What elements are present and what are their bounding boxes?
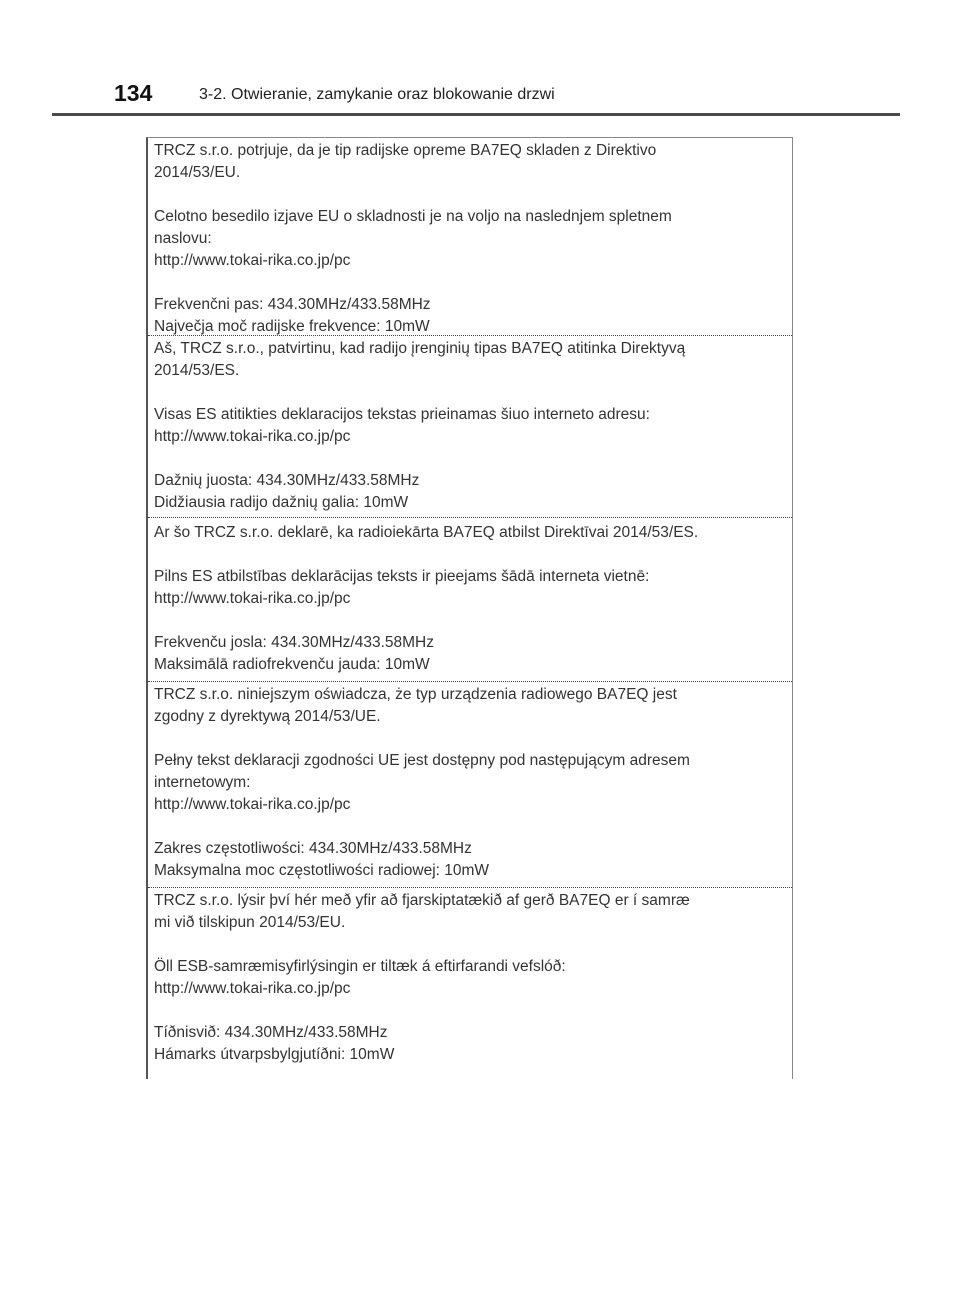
availability-line: internetowym: [154,774,251,791]
max-power: Maksymalna moc częstotliwości radiowej: 10mW [154,862,490,879]
max-power: Hámarks útvarpsbylgjutíðni: 10mW [154,1046,395,1063]
frequency-band: Zakres częstotliwości: 434.30MHz/433.58MHz [154,840,472,857]
statement-line: TRCZ s.r.o. lýsir því hér með yfir að fjarskiptatækið af gerð BA7EQ er í samræ [154,892,690,909]
page-number: 134 [114,80,153,106]
frequency-band: Tíðnisvið: 434.30MHz/433.58MHz [154,1024,388,1041]
statement-line: mi við tilskipun 2014/53/EU. [154,914,346,931]
availability-line: Visas ES atitikties deklaracijos tekstas prieinamas šiuo interneto adresu: [154,406,650,423]
frequency-band: Frekvenču josla: 434.30MHz/433.58MHz [154,634,434,651]
section-title: 3-2. Otwieranie, zamykanie oraz blokowanie drzwi [199,86,555,103]
header-rule [52,113,900,116]
availability-line: Pełny tekst deklaracji zgodności UE jest dostępny pod następującym adresem [154,752,690,769]
declaration-url: http://www.tokai-rika.co.jp/pc [154,980,351,997]
statement-line: 2014/53/EU. [154,164,241,181]
max-power: Največja moč radijske frekvence: 10mW [154,318,430,335]
declaration-url: http://www.tokai-rika.co.jp/pc [154,590,351,607]
declaration-url: http://www.tokai-rika.co.jp/pc [154,796,351,813]
frequency-band: Dažnių juosta: 434.30MHz/433.58MHz [154,472,420,489]
statement-line: Aš, TRCZ s.r.o., patvirtinu, kad radijo įrenginių tipas BA7EQ atitinka Direktyvą [154,340,686,357]
declaration-lithuanian [148,338,792,518]
availability-line: Öll ESB-samræmisyfirlýsingin er tiltæk á eftirfarandi vefslóð: [154,958,566,975]
availability-line: naslovu: [154,230,212,247]
declaration-icelandic [148,890,792,1075]
declaration-latvian [148,522,792,682]
max-power: Didžiausia radijo dažnių galia: 10mW [154,494,409,511]
availability-line: Pilns ES atbilstības deklarācijas teksts ir pieejams šādā interneta vietnē: [154,568,650,585]
statement-line: Ar šo TRCZ s.r.o. deklarē, ka radioiekārta BA7EQ atbilst Direktīvai 2014/53/ES. [154,524,699,541]
declaration-url: http://www.tokai-rika.co.jp/pc [154,428,351,445]
declaration-url: http://www.tokai-rika.co.jp/pc [154,252,351,269]
declaration-polish [148,684,792,888]
declaration-slovenian [148,140,792,336]
statement-line: TRCZ s.r.o. niniejszym oświadcza, że typ urządzenia radiowego BA7EQ jest [154,686,677,703]
frequency-band: Frekvenčni pas: 434.30MHz/433.58MHz [154,296,431,313]
max-power: Maksimālā radiofrekvenču jauda: 10mW [154,656,430,673]
availability-line: Celotno besedilo izjave EU o skladnosti je na voljo na naslednjem spletnem [154,208,672,225]
declaration-scan [146,137,793,1079]
page-header [0,0,960,118]
statement-line: TRCZ s.r.o. potrjuje, da je tip radijske opreme BA7EQ skladen z Direktivo [154,142,657,159]
statement-line: 2014/53/ES. [154,362,240,379]
statement-line: zgodny z dyrektywą 2014/53/UE. [154,708,381,725]
